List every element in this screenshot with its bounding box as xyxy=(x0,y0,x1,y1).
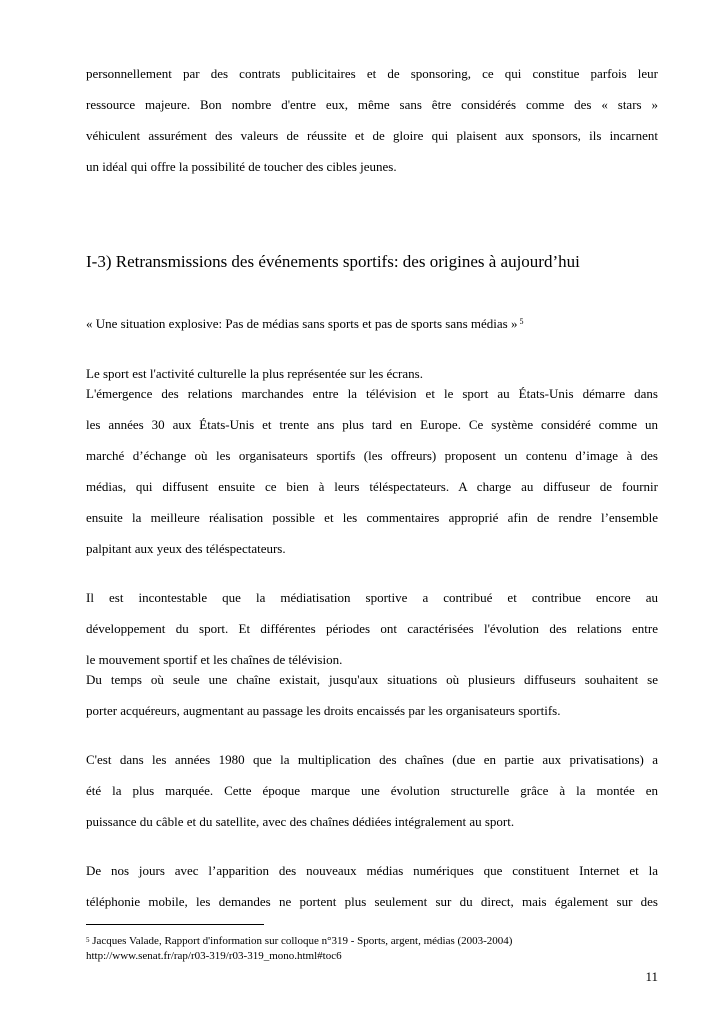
body-text-line: ressource majeure. Bon nombre d'entre eux, même sans être considérés comme des « stars » xyxy=(86,97,658,112)
body-text-line: porter acquéreurs, augmentant au passage les droits encaissés par les organisateurs sportifs. xyxy=(86,703,561,718)
footnote-text: Jacques Valade, Rapport d'information sur colloque n°319 - Sports, argent, médias (2003-2004) xyxy=(89,935,513,947)
body-text-line: personnellement par des contrats publicitaires et de sponsoring, ce qui constitue parfois leur xyxy=(86,66,658,81)
body-text-line: les années 30 aux États-Unis et trente ans plus tard en Europe. Ce système considéré comme un xyxy=(86,417,658,432)
footnote-line xyxy=(86,934,512,948)
body-text-line: un idéal qui offre la possibilité de toucher des cibles jeunes. xyxy=(86,159,397,174)
body-text-line: marché d’échange où les organisateurs sportifs (les offreurs) proposent un contenu d’image à des xyxy=(86,448,658,463)
footnote-number: 5 xyxy=(86,936,90,944)
body-text-line: médias, qui diffusent ensuite ce bien à leurs téléspectateurs. A charge au diffuseur de fournir xyxy=(86,479,658,494)
body-text-line: téléphonie mobile, les demandes ne portent plus seulement sur du direct, mais également sur des xyxy=(86,894,658,909)
body-text-line: Le sport est l'activité culturelle la plus représentée sur les écrans. xyxy=(86,366,423,381)
body-text-line: véhiculent assurément des valeurs de réussite et de gloire qui plaisent aux sponsors, ils incarnent xyxy=(86,128,658,143)
body-text-line: De nos jours avec l’apparition des nouveaux médias numériques que constituent Internet et la xyxy=(86,863,658,878)
footnote-url: http://www.senat.fr/rap/r03-319/r03-319_mono.html#toc6 xyxy=(86,950,342,962)
body-text-line: Du temps où seule une chaîne existait, jusqu'aux situations où plusieurs diffuseurs souhaitent se xyxy=(86,672,658,687)
footnote-reference: 5 xyxy=(519,317,524,326)
body-text-line: C'est dans les années 1980 que la multiplication des chaînes (due en partie aux privatisations) a xyxy=(86,752,658,767)
body-text-line: puissance du câble et du satellite, avec des chaînes dédiées intégralement au sport. xyxy=(86,814,515,829)
body-text-line: été la plus marquée. Cette époque marque une évolution structurelle grâce à la montée en xyxy=(86,783,658,798)
page-number: 11 xyxy=(645,969,658,984)
body-text-line: Il est incontestable que la médiatisation sportive a contribué et contribue encore au xyxy=(86,590,658,605)
body-text-line: développement du sport. Et différentes périodes ont caractérisées l'évolution des relations entre xyxy=(86,621,658,636)
quote-text: « Une situation explosive: Pas de médias sans sports et pas de sports sans médias » xyxy=(86,316,518,331)
footnote-separator xyxy=(86,924,264,925)
body-text-line: L'émergence des relations marchandes entre la télévision et le sport au États-Unis démarre dans xyxy=(86,386,658,401)
body-text-line: ensuite la meilleure réalisation possible et les commentaires approprié afin de rendre l’ensemble xyxy=(86,510,658,525)
quote-line xyxy=(86,316,523,332)
body-text-line: palpitant aux yeux des téléspectateurs. xyxy=(86,541,286,556)
section-heading: I-3) Retransmissions des événements sportifs: des origines à aujourd’hui xyxy=(86,252,580,271)
body-text-line: le mouvement sportif et les chaînes de télévision. xyxy=(86,652,343,667)
